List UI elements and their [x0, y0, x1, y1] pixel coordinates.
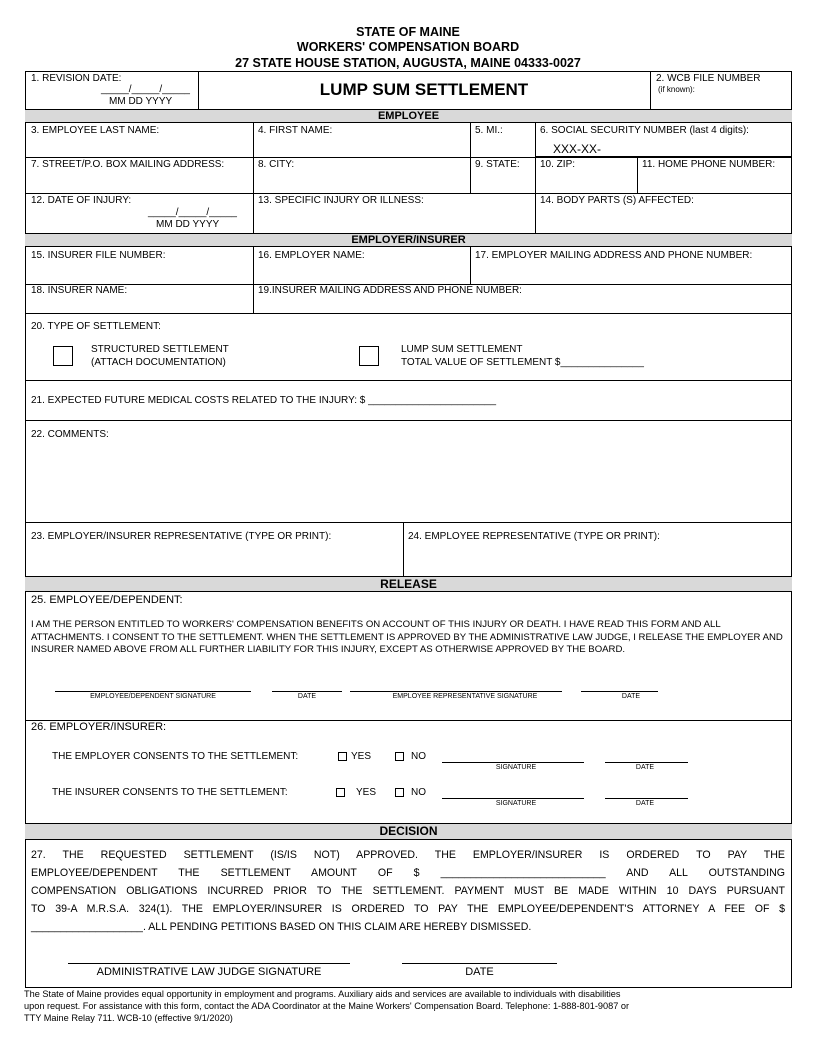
board-name: WORKERS' COMPENSATION BOARD: [296, 40, 520, 54]
release-statement: I AM THE PERSON ENTITLED TO WORKERS' COMPENSATION BENEFITS ON ACCOUNT OF THIS INJURY OR DEATH. I HAVE READ THIS FORM AND ALL ATTACHMENTS. I CONSENT TO THE SETTLEMENT. WHEN THE SETTLEMENT IS APPROVED BY THE ADMINISTRATIVE LAW JUDGE, I RELEASE THE EMPLOYER AND INSURER NAMED ABOVE FROM ALL FURTHER LIABILITY FOR THIS INJURY, EXCEPT AS OTHERWISE APPROVED BY THE BOARD.: [31, 619, 783, 656]
insurer-address-label: 19.INSURER MAILING ADDRESS AND PHONE NUMBER:: [258, 285, 522, 296]
section-release: RELEASE: [25, 576, 792, 592]
employer-date-caption: DATE: [635, 764, 655, 771]
employer-address-label: 17. EMPLOYER MAILING ADDRESS AND PHONE NUMBER:: [475, 250, 753, 261]
revision-date-field[interactable]: _____/_____/_____: [101, 84, 190, 95]
comments-area[interactable]: [30, 443, 785, 519]
rep-signature-caption: EMPLOYEE REPRESENTATIVE SIGNATURE: [392, 693, 538, 700]
employee-rep-label: 24. EMPLOYEE REPRESENTATIVE (TYPE OR PRINT):: [408, 531, 660, 542]
footer-line-1: The State of Maine provides equal opportunity in employment and programs. Auxiliary aids and services are available to individuals with disabilities: [24, 989, 621, 999]
board-address: 27 STATE HOUSE STATION, AUGUSTA, MAINE 04333-0027: [235, 56, 581, 70]
date-of-injury-label: 12. DATE OF INJURY:: [31, 195, 132, 206]
decision-line-5: ___________________. ALL PENDING PETITIONS BASED ON THIS CLAIM ARE HEREBY DISMISSED.: [31, 921, 532, 933]
street-address-label: 7. STREET/P.O. BOX MAILING ADDRESS:: [31, 159, 225, 170]
state-label: 9. STATE:: [475, 159, 520, 170]
footer-line-3: TTY Maine Relay 711. WCB-10 (effective 9/1/2020): [24, 1013, 233, 1023]
employee-date-caption: DATE: [297, 693, 317, 700]
employer-signature-caption: SIGNATURE: [495, 764, 537, 771]
revision-date-hint: MM DD YYYY: [109, 96, 173, 107]
insurer-name-label: 18. INSURER NAME:: [31, 285, 128, 296]
specific-injury-label: 13. SPECIFIC INJURY OR ILLNESS:: [258, 195, 424, 206]
footer-line-2: upon request. For assistance with this form, contact the ADA Coordinator at the Maine Workers' Compensation Board. Telephone: 1-888-801-9087 or: [24, 1001, 630, 1011]
employer-name-label: 16. EMPLOYER NAME:: [258, 250, 365, 261]
alj-signature-caption: ADMINISTRATIVE LAW JUDGE SIGNATURE: [96, 966, 322, 978]
insurer-consents-label: THE INSURER CONSENTS TO THE SETTLEMENT:: [52, 787, 288, 798]
mi-label: 5. MI.:: [475, 125, 503, 136]
rep-date-caption: DATE: [621, 693, 641, 700]
city-label: 8. CITY:: [258, 159, 295, 170]
section-decision: DECISION: [25, 823, 792, 840]
total-value-field[interactable]: TOTAL VALUE OF SETTLEMENT $_______________: [401, 357, 644, 368]
employer-no-label: NO: [411, 751, 426, 762]
section-employer-insurer: EMPLOYER/INSURER: [25, 233, 792, 247]
decision-line-1: 27. THE REQUESTED SETTLEMENT (IS/IS NOT) APPROVED. THE EMPLOYER/INSURER IS ORDERED TO PAY THE: [31, 849, 785, 861]
employer-rep-label: 23. EMPLOYER/INSURER REPRESENTATIVE (TYPE OR PRINT):: [31, 531, 332, 542]
form-title: LUMP SUM SETTLEMENT: [319, 80, 529, 99]
employee-signature-caption: EMPLOYEE/DEPENDENT SIGNATURE: [90, 693, 216, 700]
section-employee: EMPLOYEE: [25, 109, 792, 123]
lump-sum-settlement-checkbox[interactable]: [359, 346, 379, 366]
employer-yes-checkbox[interactable]: [338, 752, 347, 761]
lump-sum-settlement-label: LUMP SUM SETTLEMENT: [401, 344, 523, 355]
insurer-file-number-label: 15. INSURER FILE NUMBER:: [31, 250, 166, 261]
decision-line-2: EMPLOYEE/DEPENDENT THE SETTLEMENT AMOUNT OF $ ____________________________ AND ALL OUTSTANDING: [31, 867, 785, 879]
employee-dependent-label: 25. EMPLOYEE/DEPENDENT:: [31, 594, 183, 606]
comments-label: 22. COMMENTS:: [31, 429, 109, 440]
agency-name: STATE OF MAINE: [356, 25, 460, 39]
decision-line-4: TO 39-A M.R.S.A. 324(1). THE EMPLOYER/INSURER IS ORDERED TO PAY THE EMPLOYEE/DEPENDENT'S ATTORNEY A FEE OF $: [31, 903, 785, 915]
settlement-type-label: 20. TYPE OF SETTLEMENT:: [31, 321, 161, 332]
date-of-injury-hint: MM DD YYYY: [156, 219, 220, 230]
insurer-yes-label: YES: [356, 787, 377, 798]
body-parts-label: 14. BODY PARTS (S) AFFECTED:: [540, 195, 694, 206]
insurer-yes-checkbox[interactable]: [336, 788, 345, 797]
structured-settlement-note: (ATTACH DOCUMENTATION): [91, 357, 226, 368]
ssn-value[interactable]: XXX-XX-: [553, 142, 602, 156]
wcb-file-number-label: 2. WCB FILE NUMBER: [656, 73, 761, 84]
zip-label: 10. ZIP:: [540, 159, 576, 170]
ssn-label: 6. SOCIAL SECURITY NUMBER (last 4 digits):: [540, 125, 749, 136]
insurer-signature-caption: SIGNATURE: [495, 800, 537, 807]
structured-settlement-label: STRUCTURED SETTLEMENT: [91, 344, 229, 355]
revision-date-label: 1. REVISION DATE:: [31, 73, 122, 84]
alj-date-caption: DATE: [465, 966, 494, 978]
first-name-label: 4. FIRST NAME:: [258, 125, 333, 136]
future-medical-costs-field[interactable]: 21. EXPECTED FUTURE MEDICAL COSTS RELATED TO THE INJURY: $ _______________________: [31, 395, 497, 406]
employer-yes-label: YES: [351, 751, 372, 762]
home-phone-label: 11. HOME PHONE NUMBER:: [642, 159, 776, 170]
insurer-no-label: NO: [411, 787, 426, 798]
decision-line-3: COMPENSATION OBLIGATIONS INCURRED PRIOR TO THE SETTLEMENT. PAYMENT MUST BE MADE WITHIN 10 DAYS PURSUANT: [31, 885, 785, 897]
date-of-injury-field[interactable]: _____/_____/_____: [148, 207, 237, 218]
employer-insurer-label: 26. EMPLOYER/INSURER:: [31, 721, 167, 733]
structured-settlement-checkbox[interactable]: [53, 346, 73, 366]
insurer-date-caption: DATE: [635, 800, 655, 807]
wcb-file-number-sub: (if known):: [658, 85, 695, 94]
insurer-no-checkbox[interactable]: [395, 788, 404, 797]
employee-last-name-label: 3. EMPLOYEE LAST NAME:: [31, 125, 160, 136]
employer-consents-label: THE EMPLOYER CONSENTS TO THE SETTLEMENT:: [52, 751, 299, 762]
employer-no-checkbox[interactable]: [395, 752, 404, 761]
